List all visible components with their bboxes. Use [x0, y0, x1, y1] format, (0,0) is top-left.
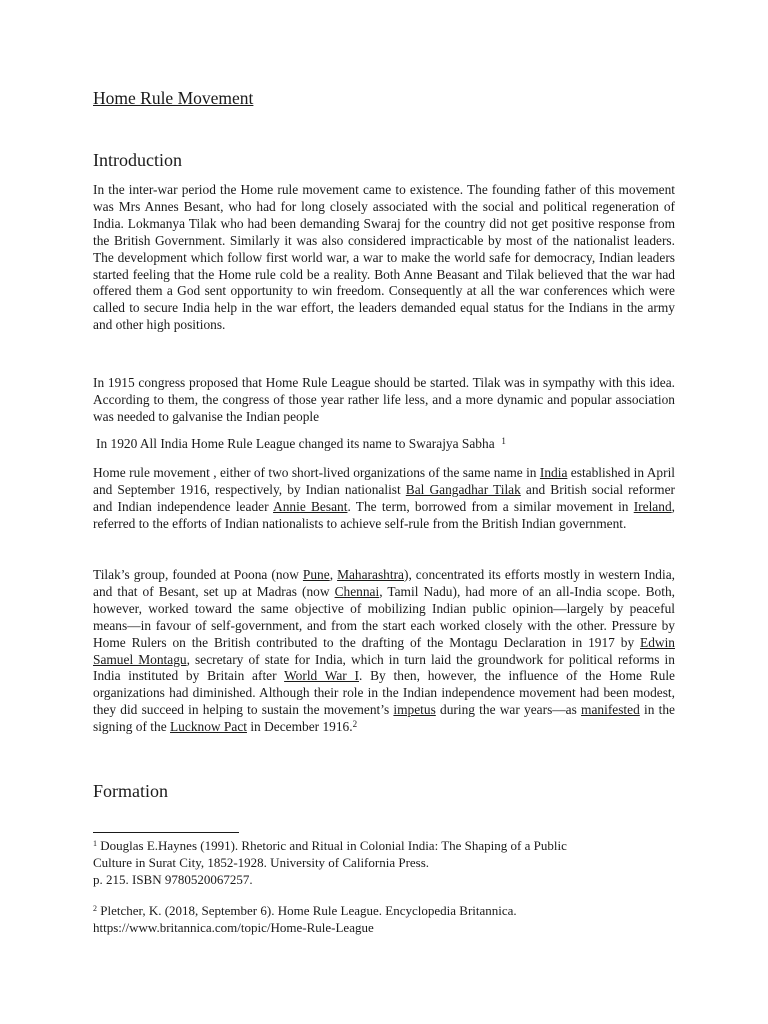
link-lucknow-pact[interactable]: Lucknow Pact — [170, 719, 247, 735]
p5-text-2: , — [329, 567, 338, 582]
footnote-1 — [93, 838, 693, 888]
p5-text-5: , secretary of state for India, which in turn laid the groundwork for political reforms in India instituted by Britain after — [93, 651, 675, 684]
paragraph-tilak-group — [93, 567, 675, 736]
link-edwin-samuel-montagu[interactable]: Edwin Samuel Montagu — [93, 634, 675, 667]
footnote-1-line-1: Douglas E.Haynes (1991). Rhetoric and Ritual in Colonial India: The Shaping of a Public — [97, 838, 567, 853]
p4-text-4: . The term, borrowed from a similar movement in — [347, 498, 634, 514]
document-title: Home Rule Movement — [93, 88, 254, 108]
link-impetus[interactable]: impetus — [393, 702, 436, 718]
section-heading-formation: Formation — [93, 781, 168, 801]
paragraph-congress-1915: In 1915 congress proposed that Home Rule League should be started. Tilak was in sympathy with this idea. According to them, the congress of those year rather life less, and a more dynamic and popular association was needed to galvanise the Indian people — [93, 375, 675, 424]
p4-text-2: established in April and September 1916, respectively, by Indian nationalist — [93, 465, 676, 497]
link-annie-besant[interactable]: Annie Besant — [273, 498, 348, 514]
link-manifested[interactable]: manifested — [581, 702, 640, 718]
link-chennai[interactable]: Chennai — [334, 583, 380, 599]
link-ireland[interactable]: Ireland — [633, 498, 672, 514]
link-maharashtra[interactable]: Maharashtra — [337, 567, 404, 582]
paragraph-home-rule-orgs — [93, 465, 675, 533]
p5-text-8: in the signing of the — [93, 702, 675, 735]
footnote-1-number: 1 — [93, 839, 97, 848]
footnote-2-number: 2 — [93, 904, 97, 913]
link-world-war-i[interactable]: World War I — [284, 668, 359, 684]
paragraph-swarajya-sabha — [96, 436, 678, 453]
footnote-1-line-3: p. 215. ISBN 9780520067257. — [93, 871, 253, 887]
footnote-ref-1[interactable]: 1 — [501, 436, 506, 446]
swarajya-sabha-text: In 1920 All India Home Rule League changed its name to Swarajya Sabha — [96, 436, 495, 451]
p5-text-4: , Tamil Nadu), had more of an all-India scope. Both, however, worked toward the same objective of mobilizing Indian public opinion—largely by peaceful means—in favour of self-government, and from the start each worked closely with the other. Pressure by Home Rulers on the British contributed to the drafting of the Montagu Declaration in 1917 by — [93, 583, 675, 650]
footnote-2-line-1: Pletcher, K. (2018, September 6). Home Rule League. Encyclopedia Britannica. — [97, 903, 517, 918]
link-pune[interactable]: Pune — [302, 567, 330, 582]
p5-text-1: Tilak’s group, founded at Poona (now — [93, 567, 303, 582]
paragraph-intro: In the inter-war period the Home rule movement came to existence. The founding father of this movement was Mrs Annes Besant, who had for long closely associated with the social and political regeneration of India. Lokmanya Tilak who had been demanding Swaraj for the country did not get positive response from the British Government. Similarly it was also considered impracticable by most of the nationalist leaders. The development which follow first world war, a war to make the world safe for democracy, Indian leaders started feeling that the Home rule cold be a reality. Both Anne Beasant and Tilak believed that the war had offered them a God sent opportunity to win freedom. Consequently at all the war conferences which were called to secure India help in the war effort, the leaders demanded equal status for the Indians in the army and other high positions. — [93, 182, 675, 333]
p5-text-3: ), concentrated its efforts mostly in western India, and that of Besant, set up at Madras (now — [93, 567, 675, 599]
footnote-separator — [93, 832, 239, 833]
footnote-2 — [93, 903, 693, 937]
section-heading-introduction: Introduction — [93, 150, 182, 170]
footnote-ref-2[interactable]: 2 — [352, 719, 358, 730]
p4-text-3: and British social reformer and Indian independence leader — [93, 481, 675, 514]
p5-text-9: in December 1916. — [246, 719, 353, 735]
p5-text-7: during the war years—as — [435, 702, 582, 718]
p4-text-1: Home rule movement , either of two short-lived organizations of the same name in — [93, 465, 540, 480]
footnote-2-url[interactable]: https://www.britannica.com/topic/Home-Rule-League — [93, 919, 374, 935]
p5-text-6: . By then, however, the influence of the Home Rule organizations had diminished. Although their role in the Indian independence movement had been modest, they did succeed in helping to sustain the movement’s — [93, 668, 675, 718]
p4-text-5: , referred to the efforts of Indian nationalists to achieve self-rule from the British Indian government. — [93, 498, 675, 531]
link-bal-gangadhar-tilak[interactable]: Bal Gangadhar Tilak — [405, 481, 521, 497]
footnote-1-line-2: Culture in Surat City, 1852-1928. University of California Press. — [93, 854, 430, 870]
link-india[interactable]: India — [539, 465, 568, 480]
